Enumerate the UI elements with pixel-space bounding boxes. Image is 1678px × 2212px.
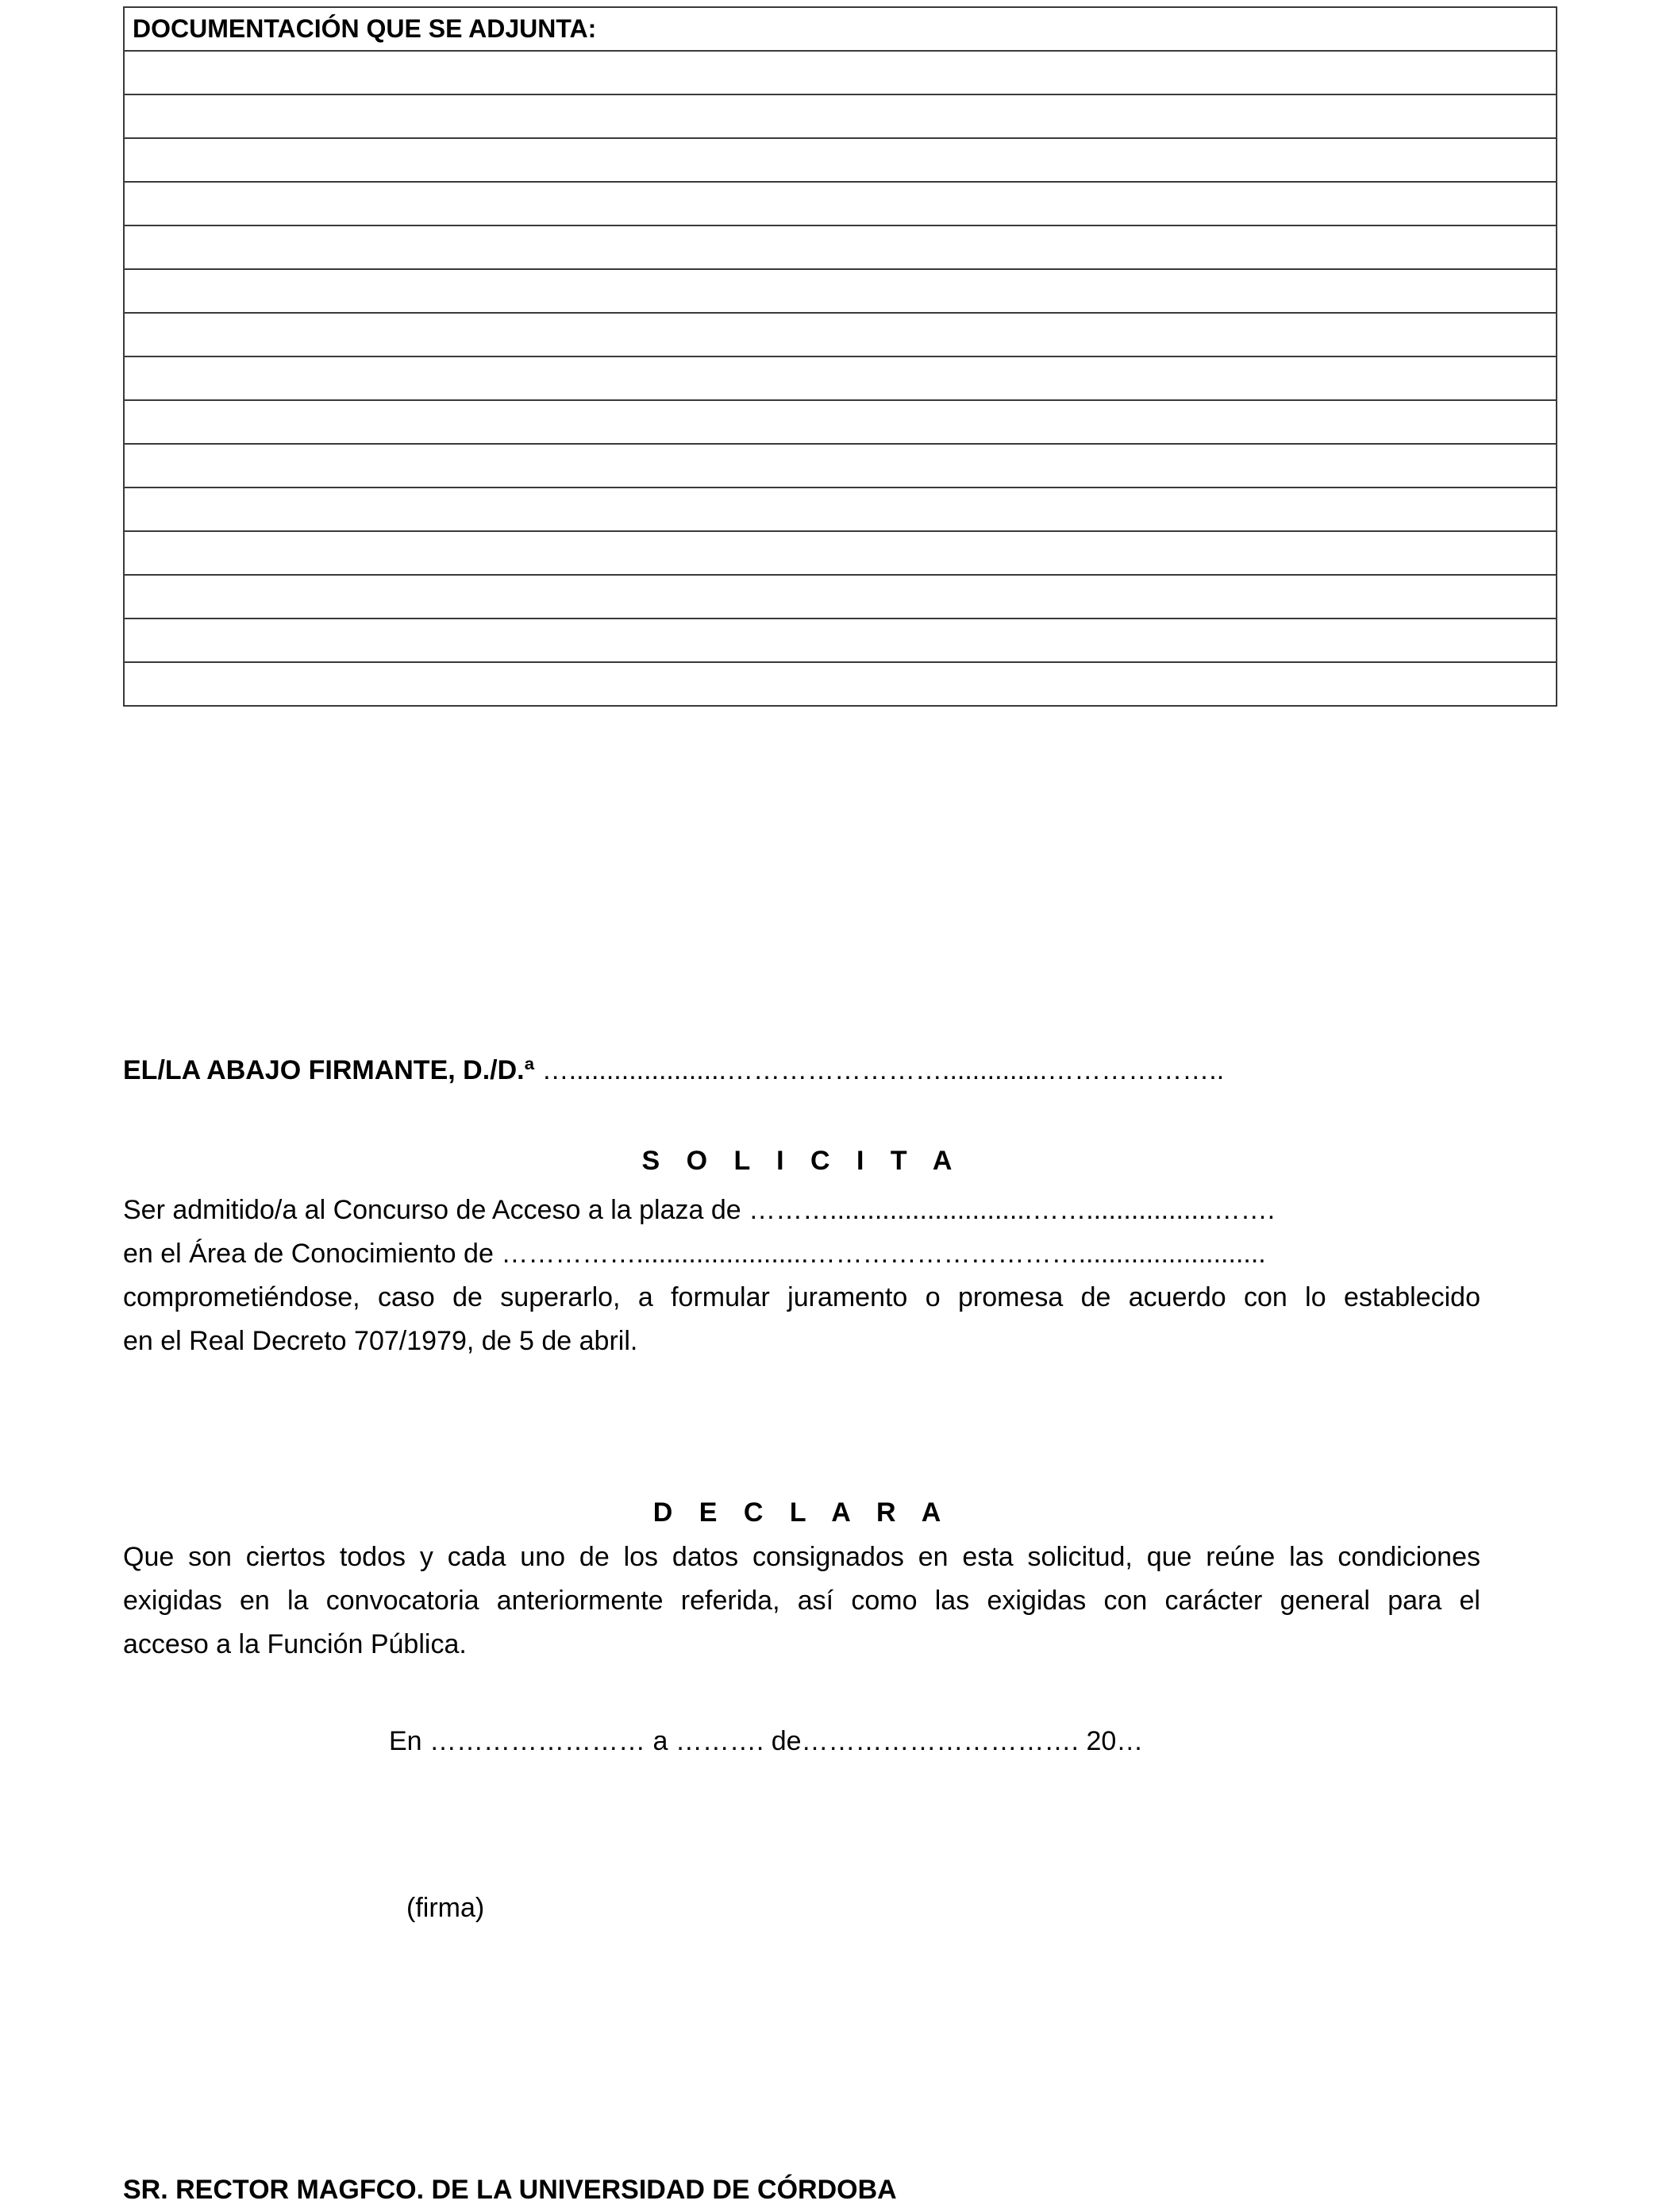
documentation-row xyxy=(124,225,1557,269)
area-field[interactable]: …………….......................…………………………......................... xyxy=(501,1239,1266,1269)
declara-line-1: Que son ciertos todos y cada uno de los datos consignados en esta solicitud, que reúne las condiciones xyxy=(123,1542,1480,1572)
documentation-row xyxy=(124,531,1557,575)
documentation-header: DOCUMENTACIÓN QUE SE ADJUNTA: xyxy=(124,7,1557,51)
documentation-row-field[interactable] xyxy=(124,94,1557,138)
documentation-row-field[interactable] xyxy=(124,356,1557,400)
documentation-row-field[interactable] xyxy=(124,619,1557,662)
documentation-row xyxy=(124,138,1557,182)
documentation-row-field[interactable] xyxy=(124,575,1557,619)
declara-line-3: acceso a la Función Pública. xyxy=(123,1629,467,1659)
documentation-row-field[interactable] xyxy=(124,269,1557,313)
documentation-row-field[interactable] xyxy=(124,531,1557,575)
solicita-line-2 xyxy=(123,1231,1480,1276)
addressee: SR. RECTOR MAGFCO. DE LA UNIVERSIDAD DE CÓRDOBA xyxy=(123,2175,897,2205)
solicita-line-1-text: Ser admitido/a al Concurso de Acceso a la plaza de xyxy=(123,1195,741,1225)
signer-line xyxy=(123,1048,1480,1093)
documentation-row xyxy=(124,662,1557,706)
solicita-line-1 xyxy=(123,1188,1480,1232)
documentation-row xyxy=(124,94,1557,138)
documentation-header-row xyxy=(124,7,1557,51)
documentation-table xyxy=(123,6,1557,707)
documentation-row xyxy=(124,313,1557,356)
solicita-heading: S O L I C I T A xyxy=(641,1146,962,1176)
documentation-row-field[interactable] xyxy=(124,444,1557,487)
documentation-row-field[interactable] xyxy=(124,138,1557,182)
date-line[interactable]: En …………………… a ………. de…………………………. 20… xyxy=(389,1726,1144,1756)
documentation-row xyxy=(124,269,1557,313)
documentation-row xyxy=(124,619,1557,662)
documentation-row-field[interactable] xyxy=(124,225,1557,269)
documentation-row xyxy=(124,400,1557,444)
solicita-line-4: en el Real Decreto 707/1979, de 5 de abril. xyxy=(123,1326,638,1356)
solicita-line-3: comprometiéndose, caso de superarlo, a formular juramento o promesa de acuerdo con lo establecido xyxy=(123,1282,1480,1312)
documentation-row xyxy=(124,487,1557,531)
declara-line-2: exigidas en la convocatoria anteriormente referida, así como las exigidas con carácter general para el xyxy=(123,1586,1480,1616)
documentation-row-field[interactable] xyxy=(124,182,1557,225)
documentation-row-field[interactable] xyxy=(124,400,1557,444)
documentation-row xyxy=(124,51,1557,94)
solicita-line-2-text: en el Área de Conocimiento de xyxy=(123,1239,494,1269)
plaza-field[interactable]: ………...........................…….................……. xyxy=(749,1195,1276,1225)
declara-heading: D E C L A R A xyxy=(652,1497,951,1528)
documentation-row xyxy=(124,182,1557,225)
documentation-row-field[interactable] xyxy=(124,313,1557,356)
signer-name-field[interactable]: ….....................……………………..............……………….. xyxy=(541,1055,1225,1085)
signer-label: EL/LA ABAJO FIRMANTE, D./D.ª xyxy=(123,1055,535,1085)
documentation-row xyxy=(124,444,1557,487)
documentation-row-field[interactable] xyxy=(124,662,1557,706)
signature-label: (firma) xyxy=(406,1893,485,1923)
documentation-row xyxy=(124,356,1557,400)
documentation-row xyxy=(124,575,1557,619)
documentation-row-field[interactable] xyxy=(124,487,1557,531)
documentation-row-field[interactable] xyxy=(124,51,1557,94)
